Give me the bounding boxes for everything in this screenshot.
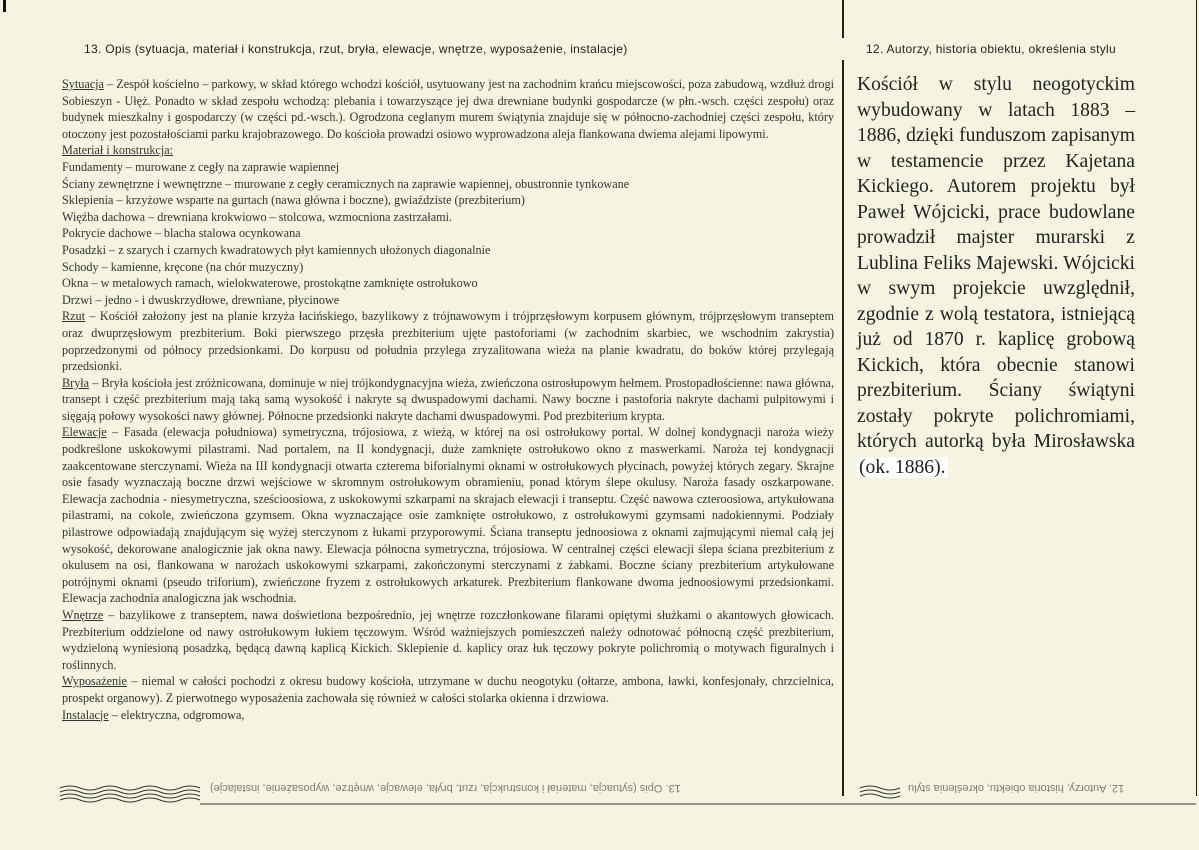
paragraph-instalacje bbox=[62, 707, 834, 724]
label-sytuacja: Sytuacja bbox=[62, 77, 104, 91]
text-elewacje: – Fasada (elewacja południowa) symetryczna, trójosiowa, z wieżą, w której na osi ostrołukowy portal. W dolnej kondygnacji naroża wieży podkreślone uskokowymi pilastrami. Nad portalem, na II kondygnacji, duże zamknięte ostrołukowo okno z maswerkami. Naroża tej kondygnacji zaakcentowane sterczynami. Wieża na III kondygnacji otwarta czterema biforialnymi oknami w ostrołukowych płycinach, powyżej których zegary. Skrajne osie fasady wyznaczają boczne drzwi wejściowe w skromnym ostrołukowym obramieniu, ponad którym ślepe okulusy. Naroża fasady oszkarpowane. Elewacja zachodnia - niesymetryczna, sześcioosiowa, z uskokowymi szkarpami na skrajach elewacji i transeptu. Część nawowa czteroosiowa, artykułowana pilastrami, na cokole, zwieńczona gzymsem. Okna wyznaczające osie zamknięte ostrołukowo, z ostrołukowymi gzymsami nadokiennymi. Podziały pilastrowe odpowiadają znajdującym się wyżej sterczynom z łukami przyporowymi. Ściana transeptu jednoosiowa z oknami zajmującymi niemal całą jej wysokość, dekorowane analogicznie jak okna nawy. Elewacja północna symetryczna, trójosiowa. W centralnej części elewacji ślepa ściana prezbiterium z okulusem na osi, flankowana w narożach uskokowymi szkarpami, zakończonymi sterczynami z żabkami. Boczne ściany prezbiterium artykułowane potrójnymi oknami (pseudo triforium), zwieńczone fryzem z ostrołukowych arkaturek. Prezbiterium flankowane dwoma jednoosiowymi przedsionkami. Elewacja zachodnia analogiczna jak wschodnia. bbox=[62, 425, 834, 606]
label-material: Materiał i konstrukcja: bbox=[62, 143, 174, 158]
material-line: Posadzki – z szarych i czarnych kwadratowych płyt kamiennych ułożonych diagonalnie bbox=[62, 242, 491, 257]
material-line: Ściany zewnętrzne i wewnętrzne – murowane z cegły ceramicznych na zaprawie wapiennej, obustronnie tynkowane bbox=[62, 176, 630, 191]
text-sytuacja: – Zespół kościelno – parkowy, w skład którego wchodzi kościół, usytuowany jest na zachodnim krańcu miejscowości, poza zabudową, wzdłuż drogi Sobieszyn - Ułęż. Ponadto w skład zespołu wchodzą: plebania i towarzyszące jej dwa drewniane budynki gospodarcze (w płn.-wsch. części zespołu) oraz budynek mieszkalny i gospodarczy (w części pd.-wsch.). Ogrodzona ceglanym murem świątynia znajduje się w północno-zachodniej części zespołu, który otoczony jest pozostałościami parku krajobrazowego. Do kościoła prowadzi osiowo wyprowadzona aleja flankowana dwiema alejami lipowymi. bbox=[62, 77, 834, 141]
column-divider bbox=[842, 60, 844, 796]
material-line: Pokrycie dachowe – blacha stalowa ocynkowana bbox=[62, 226, 301, 241]
right-edge-line bbox=[1196, 0, 1197, 796]
text-rzut: – Kościół założony jest na planie krzyża łacińskiego, bazylikowy z trójnawowym i trójprzęsłowym korpusem głównym, trójprzęsłowym transeptem oraz dwuprzęsłowym prezbiterium. Boki pierwszego przęsła prezbiterium ujęte pastoforiami (w zachodnim skarbiec, we wschodnim zakrystia) poprzedzonymi od północy przedsionkami. Do korpusu od południa przylega zryzalitowana wieża na planie kwadratu, do boków której przylegają przedsionki. bbox=[62, 309, 834, 374]
material-line: Schody – kamienne, kręcone (na chór muzyczny) bbox=[62, 259, 304, 274]
history-text bbox=[857, 72, 1135, 480]
label-instalacje: Instalacje bbox=[62, 707, 109, 722]
label-elewacje: Elewacje bbox=[62, 425, 107, 440]
section-12-header: 12. Autorzy, historia obiektu, określenia stylu bbox=[866, 42, 1116, 56]
paragraph-bryla bbox=[62, 375, 834, 425]
history-date-highlight: (ok. 1886). bbox=[859, 456, 946, 478]
description-text bbox=[62, 76, 834, 723]
text-instalacje: – elektryczna, odgromowa, bbox=[108, 707, 245, 722]
label-rzut: Rzut bbox=[62, 309, 86, 324]
paragraph-wnetrze bbox=[62, 607, 834, 673]
text-bryla: – Bryła kościoła jest zróżnicowana, dominuje w niej trójkondygnacyjna wieża, zwieńczona ostrosłupowym hełmem. Prostopadłościenne: nawa główna, transept i część prezbiterium mają taką samą wysokość i nakryte są dwuspadowymi dachami. Nawy boczne i pastoforia nakryte dachami pulpitowymi i sięgają połowy wysokości nawy głównej. Północne przedsionki nakryte dachami dwuspadowymi. Pod prezbiterium krypta. bbox=[62, 375, 834, 423]
material-line: Więźba dachowa – drewniana krokwiowo – stolcowa, wzmocniona zastrzałami. bbox=[62, 209, 453, 224]
paragraph-rzut bbox=[62, 308, 834, 374]
label-wnetrze: Wnętrze bbox=[62, 608, 104, 622]
material-line: Sklepienia – krzyżowe wsparte na gurtach (nawa główna i boczne), gwiaździste (prezbiterium) bbox=[62, 193, 525, 208]
text-wnetrze: – bazylikowe z transeptem, nawa doświetlona bezpośrednio, jej wnętrze rozczłonkowane filarami opiętymi służkami o akantowych głowicach. Prezbiterium oddzielone od nawy ostrołukowym łukiem tęczowym. Wśród ważniejszych pomieszczeń należy odnotować północną część prezbiterium, wydzieloną wyniesioną posadzką, będącą dawną kaplicą Kickich. Sklepienie d. kaplicy oraz łuk tęczowy pokryte polichromią o motywach figuralnych i roślinnych. bbox=[62, 608, 834, 672]
material-heading bbox=[62, 142, 834, 159]
corner-mark bbox=[3, 0, 6, 12]
paragraph-wyposazenie bbox=[62, 673, 834, 706]
label-wyposazenie: Wyposażenie bbox=[62, 674, 127, 689]
text-wyposazenie: – niemal w całości pochodzi z okresu budowy kościoła, utrzymane w duchu neogotyku (ołtarze, ambona, ławki, konfesjonały, chrzcielnica, prospekt organowy). Z pierwotnego wyposażenia zachowała się również w całości stolarka okienna i drzwiowa. bbox=[62, 674, 834, 705]
mirrored-footer-right: 12. Autorzy, historia obiektu, określenia stylu bbox=[908, 782, 1125, 794]
section-13-header: 13. Opis (sytuacja, materiał i konstrukcja, rzut, bryła, elewacje, wnętrze, wyposażenie, instalacje) bbox=[84, 42, 628, 56]
column-divider bbox=[842, 0, 844, 38]
history-body: Kościół w stylu neogotyckim wybudowany w latach 1883 – 1886, dzięki funduszom zapisanym w testamencie przez Kajetana Kickiego. Autorem projektu był Paweł Wójcicki, prace budowlane prowadził majster murarski z Lublina Feliks Majewski. Wójcicki w swym projekcie uwzględnił, zgodnie z wolą testatora, istniejącą już od 1870 r. kaplicę grobową Kickich, która obecnie stanowi prezbiterium. Ściany świątyni zostały pokryte polichromiami, których autorką była Mirosławska bbox=[857, 74, 1135, 452]
mirrored-footer-left: 13. Opis (sytuacja, materiał i konstrukcja, rzut, bryła, elewacje, wnętrze, wyposażenie, instalacje) bbox=[210, 782, 681, 794]
paragraph-elewacje bbox=[62, 424, 834, 607]
paragraph-sytuacja bbox=[62, 76, 834, 142]
material-line: Drzwi – jedno - i dwuskrzydłowe, drewniane, płycinowe bbox=[62, 292, 340, 307]
label-bryla: Bryła bbox=[62, 375, 90, 390]
material-line: Okna – w metalowych ramach, wielokwaterowe, prostokątne zamknięte ostrołukowo bbox=[62, 276, 478, 291]
material-line: Fundamenty – murowane z cegły na zaprawie wapiennej bbox=[62, 159, 340, 174]
